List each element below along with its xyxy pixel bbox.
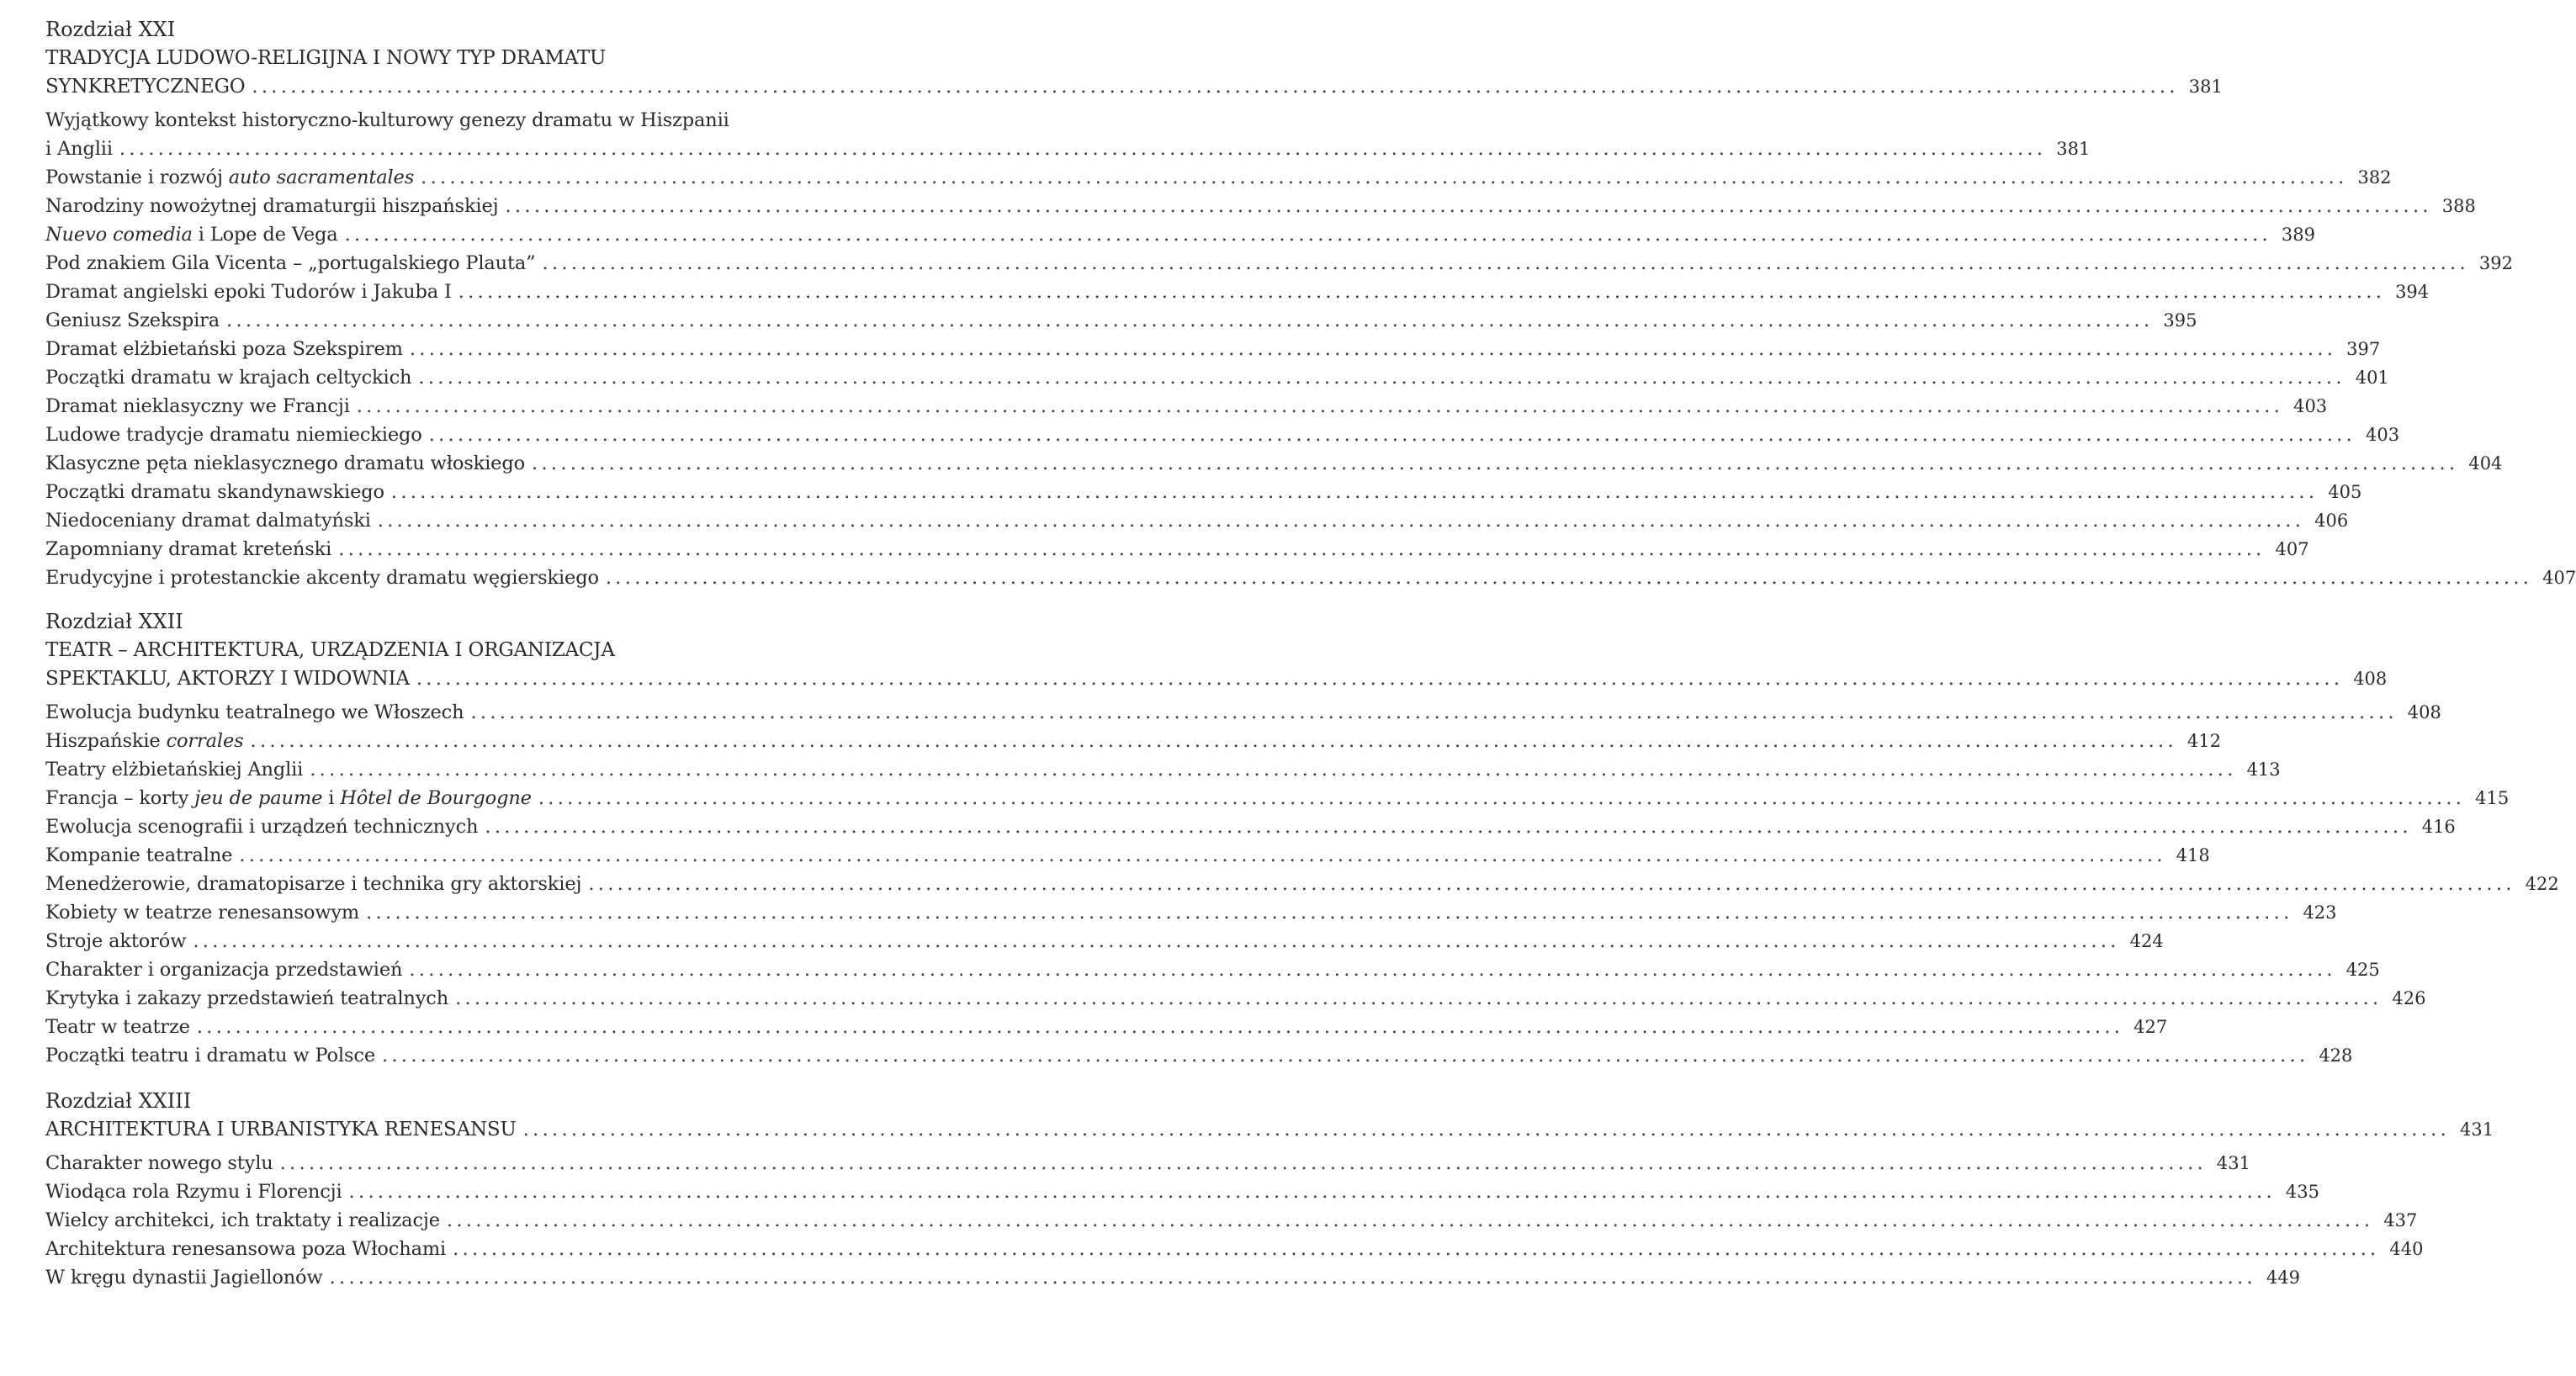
toc-entry bbox=[45, 392, 2328, 421]
dot-leader: ........................................................................................................................................................................................................ bbox=[458, 281, 2386, 303]
dot-leader: ........................................................................................................................................................................................................ bbox=[453, 1238, 2380, 1260]
dot-leader: ........................................................................................................................................................................................................ bbox=[390, 481, 2319, 503]
toc-entry bbox=[45, 449, 2503, 478]
toc-entry-title-part: Powstanie i rozwój bbox=[45, 167, 229, 188]
toc-entry bbox=[45, 163, 2392, 192]
toc-entry-title-part: Geniusz Szekspira bbox=[45, 310, 220, 331]
toc-entry-title-part: Dramat angielski epoki Tudorów i Jakuba I bbox=[45, 281, 452, 303]
toc-entry bbox=[45, 278, 2430, 306]
page-number: 415 bbox=[2475, 788, 2510, 808]
toc-entry-title bbox=[45, 1178, 342, 1206]
page-number: 382 bbox=[2357, 167, 2392, 188]
toc-entry-title bbox=[45, 192, 498, 220]
toc-entry bbox=[45, 1178, 2319, 1206]
page-number: 389 bbox=[2281, 225, 2315, 245]
toc-entry bbox=[45, 1235, 2424, 1263]
chapter-title-entry bbox=[45, 664, 2388, 693]
toc-entry-title bbox=[45, 249, 536, 278]
toc-entry bbox=[45, 1041, 2353, 1070]
toc-entry-title bbox=[45, 927, 186, 955]
toc-entry bbox=[45, 192, 2476, 220]
page-number: 449 bbox=[2266, 1268, 2300, 1288]
toc-entry-title-part: Hiszpańskie bbox=[45, 730, 167, 752]
toc-entry-title bbox=[45, 135, 113, 163]
toc-entry-title-part: W kręgu dynastii Jagiellonów bbox=[45, 1267, 323, 1289]
page-number: 408 bbox=[2407, 702, 2441, 722]
dot-leader: ........................................................................................................................................................................................................ bbox=[485, 816, 2412, 838]
page-number: 423 bbox=[2303, 902, 2337, 923]
page-number: 406 bbox=[2314, 511, 2349, 531]
page-number: 424 bbox=[2129, 931, 2164, 951]
toc-entry-title bbox=[45, 163, 414, 192]
toc-entry-title-part: Ewolucja budynku teatralnego we Włoszech bbox=[45, 701, 464, 723]
toc-entry-title-italic: corrales bbox=[166, 730, 244, 752]
chapter-xxii bbox=[45, 607, 2559, 1070]
dot-leader: ........................................................................................................................................................................................................ bbox=[446, 1209, 2374, 1231]
toc-entry-title-part: Pod znakiem Gila Vicenta – „portugalskiego Plauta” bbox=[45, 252, 536, 274]
toc-entry-title bbox=[45, 220, 338, 249]
page-number: 392 bbox=[2478, 253, 2513, 273]
toc-entry-title-part: Kobiety w teatrze renesansowym bbox=[45, 902, 360, 924]
toc-entry-title bbox=[45, 449, 525, 478]
dot-leader: ........................................................................................................................................................................................................ bbox=[455, 987, 2383, 1009]
toc-entry-title bbox=[45, 1206, 440, 1235]
page-number: 401 bbox=[2355, 368, 2389, 388]
toc-entry-title-part: Teatry elżbietańskiej Anglii bbox=[45, 759, 304, 781]
toc-entry-title-part: Francja – korty bbox=[45, 787, 195, 809]
toc-entry bbox=[45, 249, 2513, 278]
toc-entry bbox=[45, 1013, 2168, 1041]
page-number: 437 bbox=[2383, 1210, 2418, 1230]
toc-entry bbox=[45, 135, 2091, 163]
page-number: 381 bbox=[2188, 77, 2223, 97]
toc-entry-title bbox=[45, 755, 303, 784]
toc-entry-title-part: Ludowe tradycje dramatu niemieckiego bbox=[45, 424, 422, 446]
toc-entry bbox=[45, 421, 2400, 449]
dot-leader: ........................................................................................................................................................................................................ bbox=[366, 902, 2293, 924]
page-number: 403 bbox=[2365, 425, 2400, 445]
page-number: 405 bbox=[2328, 482, 2362, 502]
toc-entry-title bbox=[45, 1263, 323, 1292]
toc-entry-title-italic: Hôtel de Bourgogne bbox=[340, 787, 532, 809]
toc-entry bbox=[45, 363, 2389, 392]
toc-entry-title bbox=[45, 727, 244, 755]
page-number: 412 bbox=[2186, 731, 2221, 751]
dot-leader: ........................................................................................................................................................................................................ bbox=[119, 138, 2047, 160]
toc-entry bbox=[45, 1206, 2418, 1235]
toc-entry-title-part: Początki dramatu skandynawskiego bbox=[45, 481, 384, 503]
toc-entry-title-part: Dramat elżbietański poza Szekspirem bbox=[45, 338, 403, 360]
toc-entry-title bbox=[45, 1013, 190, 1041]
dot-leader: ........................................................................................................................................................................................................ bbox=[409, 338, 2337, 360]
page-number: 416 bbox=[2421, 817, 2456, 837]
toc-entry bbox=[45, 698, 2441, 727]
toc-entry-title bbox=[45, 278, 452, 306]
toc-entry-title-part: Klasyczne pęta nieklasycznego dramatu włoskiego bbox=[45, 452, 525, 474]
toc-entry-title bbox=[45, 535, 331, 564]
dot-leader: ........................................................................................................................................................................................................ bbox=[605, 567, 2533, 589]
toc-entry-title bbox=[45, 784, 532, 812]
chapter-label: Rozdział XXI bbox=[45, 18, 176, 41]
chapter-title: SPEKTAKLU, AKTORZY I WIDOWNIA bbox=[45, 668, 410, 690]
toc-entry bbox=[45, 841, 2210, 870]
toc-entry-title-part: i bbox=[322, 787, 341, 809]
dot-leader: ........................................................................................................................................................................................................ bbox=[421, 167, 2348, 188]
dot-leader: ........................................................................................................................................................................................................ bbox=[193, 930, 2120, 952]
page-number: 407 bbox=[2275, 539, 2309, 559]
toc-entry bbox=[45, 955, 2380, 984]
toc-entry-title-part: Krytyka i zakazy przedstawień teatralnych bbox=[45, 987, 449, 1009]
page-number: 431 bbox=[2216, 1153, 2251, 1173]
toc-entry-title bbox=[45, 1041, 375, 1070]
page-number: 394 bbox=[2395, 282, 2430, 302]
toc-entry-title-part: Wielcy architekci, ich traktaty i realizacje bbox=[45, 1209, 440, 1231]
dot-leader: ........................................................................................................................................................................................................ bbox=[532, 452, 2459, 474]
dot-leader: ........................................................................................................................................................................................................ bbox=[356, 395, 2284, 417]
page-number: 397 bbox=[2346, 339, 2381, 359]
toc-entry-title bbox=[45, 870, 581, 898]
toc-entry-title-part: Teatr w teatrze bbox=[45, 1016, 190, 1038]
chapter-label: Rozdział XXII bbox=[45, 610, 183, 633]
chapter-xxiii bbox=[45, 1087, 2494, 1292]
dot-leader: ........................................................................................................................................................................................................ bbox=[538, 787, 2466, 809]
toc-entry-title-part: Narodziny nowożytnej dramaturgii hiszpańskiej bbox=[45, 195, 499, 217]
dot-leader: ........................................................................................................................................................................................................ bbox=[252, 76, 2179, 98]
toc-entry bbox=[45, 564, 2576, 592]
toc-entry-title-part: Niedoceniany dramat dalmatyński bbox=[45, 510, 371, 532]
toc-entry-title bbox=[45, 841, 232, 870]
toc-entry-title-part: Charakter nowego stylu bbox=[45, 1152, 273, 1174]
chapter-title: ARCHITEKTURA I URBANISTYKA RENESANSU bbox=[45, 1119, 517, 1140]
toc-entry-title-part: Początki teatru i dramatu w Polsce bbox=[45, 1045, 375, 1066]
toc-entry-text: Wyjątkowy kontekst historyczno-kulturowy genezy dramatu w Hiszpanii bbox=[45, 109, 729, 131]
dot-leader: ........................................................................................................................................................................................................ bbox=[344, 224, 2271, 246]
chapter-title-entry bbox=[45, 1115, 2494, 1144]
page-number: 418 bbox=[2176, 845, 2210, 865]
toc-entry-title-part: Dramat nieklasyczny we Francji bbox=[45, 395, 350, 417]
toc-entry-title-italic: auto sacramentales bbox=[228, 167, 415, 188]
dot-leader: ........................................................................................................................................................................................................ bbox=[348, 1181, 2276, 1203]
dot-leader: ........................................................................................................................................................................................................ bbox=[418, 367, 2345, 389]
toc-entry bbox=[45, 898, 2337, 927]
toc-entry bbox=[45, 306, 2197, 335]
toc-entry-title bbox=[45, 478, 384, 506]
toc-entry bbox=[45, 755, 2281, 784]
page-number: 435 bbox=[2285, 1182, 2319, 1202]
dot-leader: ........................................................................................................................................................................................................ bbox=[329, 1267, 2256, 1289]
toc-entry bbox=[45, 727, 2221, 755]
page-number: 404 bbox=[2468, 453, 2503, 474]
toc-entry bbox=[45, 784, 2510, 812]
toc-entry bbox=[45, 1263, 2300, 1292]
chapter-xxi bbox=[45, 15, 2576, 592]
dot-leader: ........................................................................................................................................................................................................ bbox=[377, 510, 2305, 532]
toc-entry-title-part: i Lope de Vega bbox=[192, 224, 338, 246]
dot-leader: ........................................................................................................................................................................................................ bbox=[470, 701, 2398, 723]
toc-entry-title-italic: jeu de paume bbox=[194, 787, 323, 809]
toc-entry bbox=[45, 870, 2559, 898]
dot-leader: ........................................................................................................................................................................................................ bbox=[522, 1119, 2451, 1140]
toc-entry bbox=[45, 812, 2456, 841]
dot-leader: ........................................................................................................................................................................................................ bbox=[416, 668, 2344, 690]
dot-leader: ........................................................................................................................................................................................................ bbox=[588, 873, 2515, 895]
page-number: 408 bbox=[2353, 669, 2388, 689]
page-number: 388 bbox=[2441, 196, 2476, 216]
page-number: 407 bbox=[2542, 568, 2576, 588]
toc-entry-title-part: Ewolucja scenografii i urządzeń technicznych bbox=[45, 816, 479, 838]
toc-entry-title bbox=[45, 1149, 273, 1178]
dot-leader: ........................................................................................................................................................................................................ bbox=[196, 1016, 2124, 1038]
toc-entry-title-italic: Nuevo comedia bbox=[45, 224, 193, 246]
toc-entry-title-part: Charakter i organizacja przedstawień bbox=[45, 959, 403, 981]
chapter-title: TRADYCJA LUDOWO-RELIGIJNA I NOWY TYP DRAMATU bbox=[45, 47, 607, 69]
toc-entry bbox=[45, 478, 2362, 506]
page-number: 428 bbox=[2319, 1045, 2353, 1066]
toc-entry-title bbox=[45, 363, 411, 392]
toc-entry-title bbox=[45, 984, 448, 1013]
dot-leader: ........................................................................................................................................................................................................ bbox=[310, 759, 2237, 781]
toc-entry-title bbox=[45, 1235, 446, 1263]
toc-entry-title-part: i Anglii bbox=[45, 138, 113, 160]
toc-entry bbox=[45, 335, 2381, 363]
page-number: 427 bbox=[2133, 1017, 2168, 1037]
toc-entry-title bbox=[45, 392, 350, 421]
toc-entry-title-part: Stroje aktorów bbox=[45, 930, 187, 952]
toc-entry-title-part: Erudycyjne i protestanckie akcenty dramatu węgierskiego bbox=[45, 567, 599, 589]
toc-entry-title-part: Menedżerowie, dramatopisarze i technika gry aktorskiej bbox=[45, 873, 582, 895]
toc-entry-title bbox=[45, 564, 599, 592]
toc-entry-title-part: Początki dramatu w krajach celtyckich bbox=[45, 367, 412, 389]
toc-entry-title bbox=[45, 306, 220, 335]
toc-entry bbox=[45, 1149, 2251, 1178]
toc-entry-title-part: Kompanie teatralne bbox=[45, 844, 233, 866]
toc-entry bbox=[45, 506, 2349, 535]
dot-leader: ........................................................................................................................................................................................................ bbox=[409, 959, 2336, 981]
page-number: 431 bbox=[2460, 1119, 2494, 1140]
page-number: 425 bbox=[2345, 960, 2380, 980]
toc-entry-title bbox=[45, 698, 464, 727]
toc-entry-title bbox=[45, 898, 359, 927]
toc-entry-title bbox=[45, 335, 403, 363]
dot-leader: ........................................................................................................................................................................................................ bbox=[338, 538, 2266, 560]
toc-entry-title bbox=[45, 421, 422, 449]
dot-leader: ........................................................................................................................................................................................................ bbox=[428, 424, 2356, 446]
dot-leader: ........................................................................................................................................................................................................ bbox=[381, 1045, 2309, 1066]
dot-leader: ........................................................................................................................................................................................................ bbox=[226, 310, 2154, 331]
page-number: 426 bbox=[2392, 988, 2426, 1008]
toc-entry-title bbox=[45, 812, 478, 841]
dot-leader: ........................................................................................................................................................................................................ bbox=[279, 1152, 2208, 1174]
chapter-label: Rozdział XXIII bbox=[45, 1089, 192, 1113]
toc-entry-title bbox=[45, 955, 402, 984]
dot-leader: ........................................................................................................................................................................................................ bbox=[542, 252, 2469, 274]
toc-entry bbox=[45, 927, 2164, 955]
toc-entry-title bbox=[45, 506, 371, 535]
toc-entry bbox=[45, 984, 2426, 1013]
toc-entry-title-part: Architektura renesansowa poza Włochami bbox=[45, 1238, 447, 1260]
page-number: 395 bbox=[2163, 310, 2197, 331]
page-number: 381 bbox=[2056, 139, 2091, 159]
toc-entry-title-part: Wiodąca rola Rzymu i Florencji bbox=[45, 1181, 342, 1203]
toc-entry-title-part: Zapomniany dramat kreteński bbox=[45, 538, 332, 560]
page-number: 422 bbox=[2525, 874, 2559, 894]
chapter-title-entry bbox=[45, 72, 2223, 101]
dot-leader: ........................................................................................................................................................................................................ bbox=[239, 844, 2166, 866]
dot-leader: ........................................................................................................................................................................................................ bbox=[250, 730, 2177, 752]
chapter-title: SYNKRETYCZNEGO bbox=[45, 76, 246, 98]
dot-leader: ........................................................................................................................................................................................................ bbox=[505, 195, 2432, 217]
toc-entry bbox=[45, 220, 2315, 249]
page-number: 403 bbox=[2293, 396, 2328, 416]
chapter-title: TEATR – ARCHITEKTURA, URZĄDZENIA I ORGANIZACJA bbox=[45, 639, 615, 661]
page-number: 413 bbox=[2246, 759, 2281, 780]
toc-entry bbox=[45, 535, 2309, 564]
page-number: 440 bbox=[2389, 1239, 2424, 1259]
